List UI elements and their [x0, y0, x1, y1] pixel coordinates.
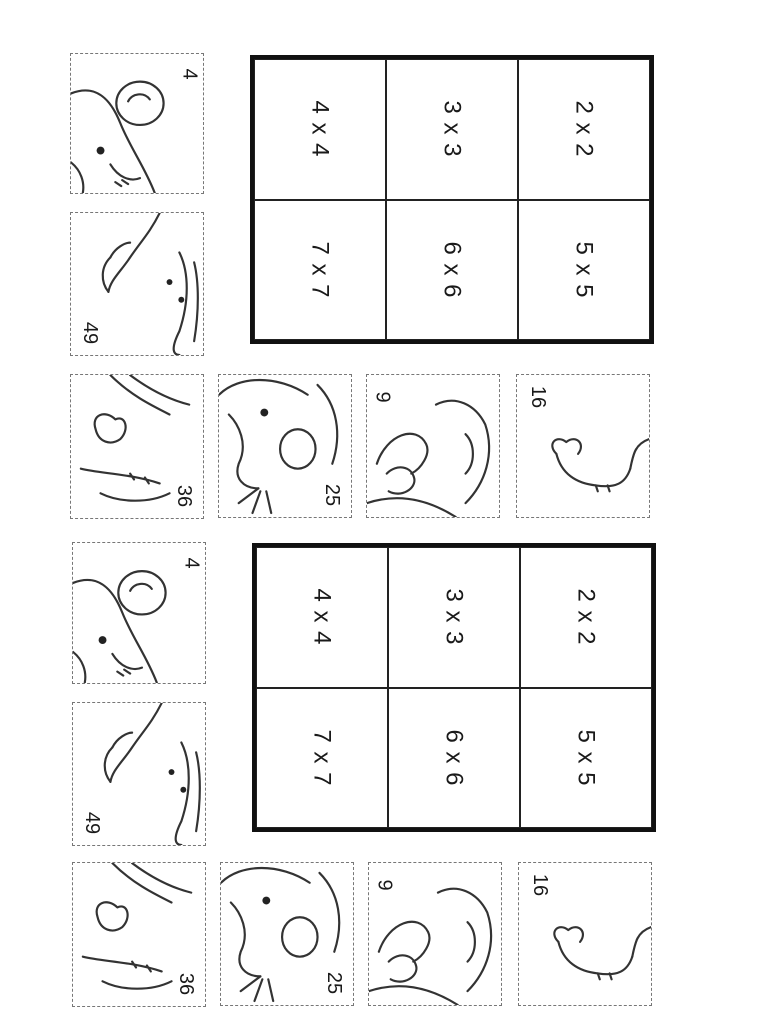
table-cell	[520, 547, 652, 688]
table-cell	[388, 688, 520, 829]
expression: 3 x 3	[439, 100, 466, 158]
expression: 5 x 5	[573, 729, 600, 787]
puzzle-card[interactable]	[72, 542, 206, 684]
expression: 4 x 4	[307, 100, 334, 158]
multiplication-table	[252, 543, 656, 832]
puzzle-card[interactable]	[220, 862, 354, 1006]
expression: 3 x 3	[441, 588, 468, 646]
answer-label: 49	[79, 321, 102, 345]
expression: 2 x 2	[573, 588, 600, 646]
answer-label: 16	[529, 873, 552, 897]
puzzle-card[interactable]	[218, 374, 352, 518]
puzzle-card[interactable]	[70, 374, 204, 519]
answer-label: 25	[320, 483, 343, 507]
puzzle-card[interactable]	[366, 374, 500, 518]
puzzle-card[interactable]	[368, 862, 502, 1006]
table-cell	[388, 547, 520, 688]
answer-label: 9	[371, 391, 394, 403]
answer-label: 16	[527, 385, 550, 409]
expression: 4 x 4	[309, 588, 336, 646]
puzzle-card[interactable]	[518, 862, 652, 1006]
answer-label: 4	[178, 68, 201, 80]
expression: 7 x 7	[309, 729, 336, 787]
table-cell	[254, 59, 386, 200]
expression: 7 x 7	[307, 241, 334, 299]
table-cell	[518, 200, 650, 341]
answer-label: 9	[373, 879, 396, 891]
table-cell	[386, 59, 518, 200]
expression: 6 x 6	[439, 241, 466, 299]
answer-label: 25	[322, 971, 345, 995]
answer-label: 4	[180, 557, 203, 569]
multiplication-table	[250, 55, 654, 344]
answer-label: 49	[81, 811, 104, 835]
answer-label: 36	[174, 972, 197, 996]
puzzle-card[interactable]	[72, 702, 206, 846]
expression: 6 x 6	[441, 729, 468, 787]
puzzle-card[interactable]	[70, 53, 204, 194]
puzzle-card[interactable]	[70, 212, 204, 356]
table-cell	[518, 59, 650, 200]
answer-label: 36	[172, 484, 195, 508]
expression: 2 x 2	[571, 100, 598, 158]
puzzle-card[interactable]	[516, 374, 650, 518]
table-cell	[520, 688, 652, 829]
table-cell	[254, 200, 386, 341]
puzzle-card[interactable]	[72, 862, 206, 1007]
table-cell	[256, 688, 388, 829]
expression: 5 x 5	[571, 241, 598, 299]
table-cell	[256, 547, 388, 688]
table-cell	[386, 200, 518, 341]
